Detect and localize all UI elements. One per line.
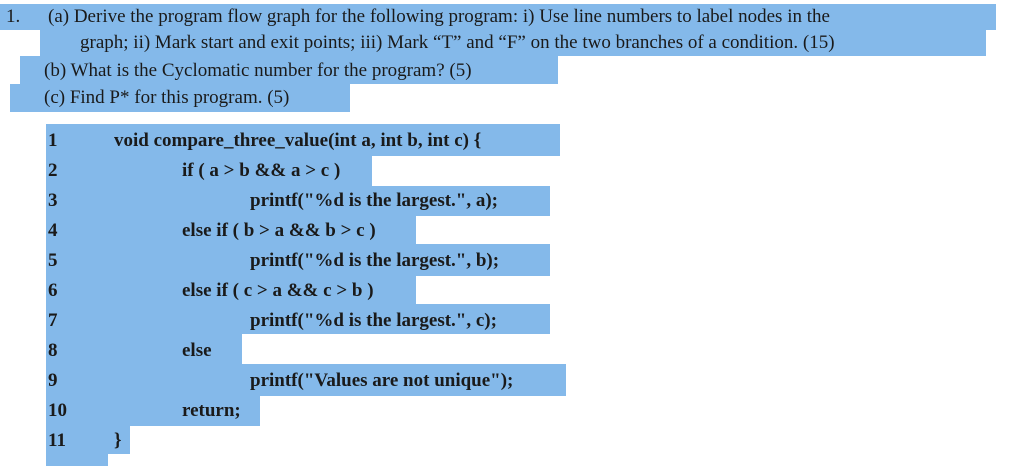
line-number: 5 — [48, 250, 58, 271]
question-part-a-line2: graph; ii) Mark start and exit points; iii) Mark “T” and “F” on the two branches of a condition. (15) — [80, 32, 835, 53]
line-number: 4 — [48, 220, 58, 241]
line-number: 3 — [48, 190, 58, 211]
code-line-return: return; — [182, 400, 241, 421]
line-number: 1 — [48, 130, 58, 151]
code-line-else-if-c: else if ( c > a && c > b ) — [182, 280, 374, 301]
line-number: 9 — [48, 370, 58, 391]
code-line-function-signature: void compare_three_value(int a, int b, int c) { — [114, 130, 482, 151]
question-part-a-line1: (a) Derive the program flow graph for the following program: i) Use line numbers to label nodes in the — [48, 6, 830, 27]
line-number: 10 — [48, 400, 67, 421]
question-number: 1. — [6, 6, 21, 27]
line-number: 11 — [48, 430, 66, 451]
question-part-c: (c) Find P* for this program. (5) — [44, 87, 290, 108]
line-number: 2 — [48, 160, 58, 181]
line-number: 8 — [48, 340, 58, 361]
line-number: 6 — [48, 280, 58, 301]
code-line-printf-c: printf("%d is the largest.", c); — [250, 310, 497, 331]
code-line-else: else — [182, 340, 212, 361]
code-line-printf-not-unique: printf("Values are not unique"); — [250, 370, 514, 391]
question-part-b: (b) What is the Cyclomatic number for the program? (5) — [44, 60, 472, 81]
code-line-printf-a: printf("%d is the largest.", a); — [250, 190, 499, 211]
code-line-else-if-b: else if ( b > a && b > c ) — [182, 220, 376, 241]
code-line-if: if ( a > b && a > c ) — [182, 160, 341, 181]
line-number: 7 — [48, 310, 58, 331]
code-line-printf-b: printf("%d is the largest.", b); — [250, 250, 500, 271]
selection-highlight-code-block-g — [108, 334, 242, 364]
code-line-closing-brace: } — [114, 430, 122, 451]
